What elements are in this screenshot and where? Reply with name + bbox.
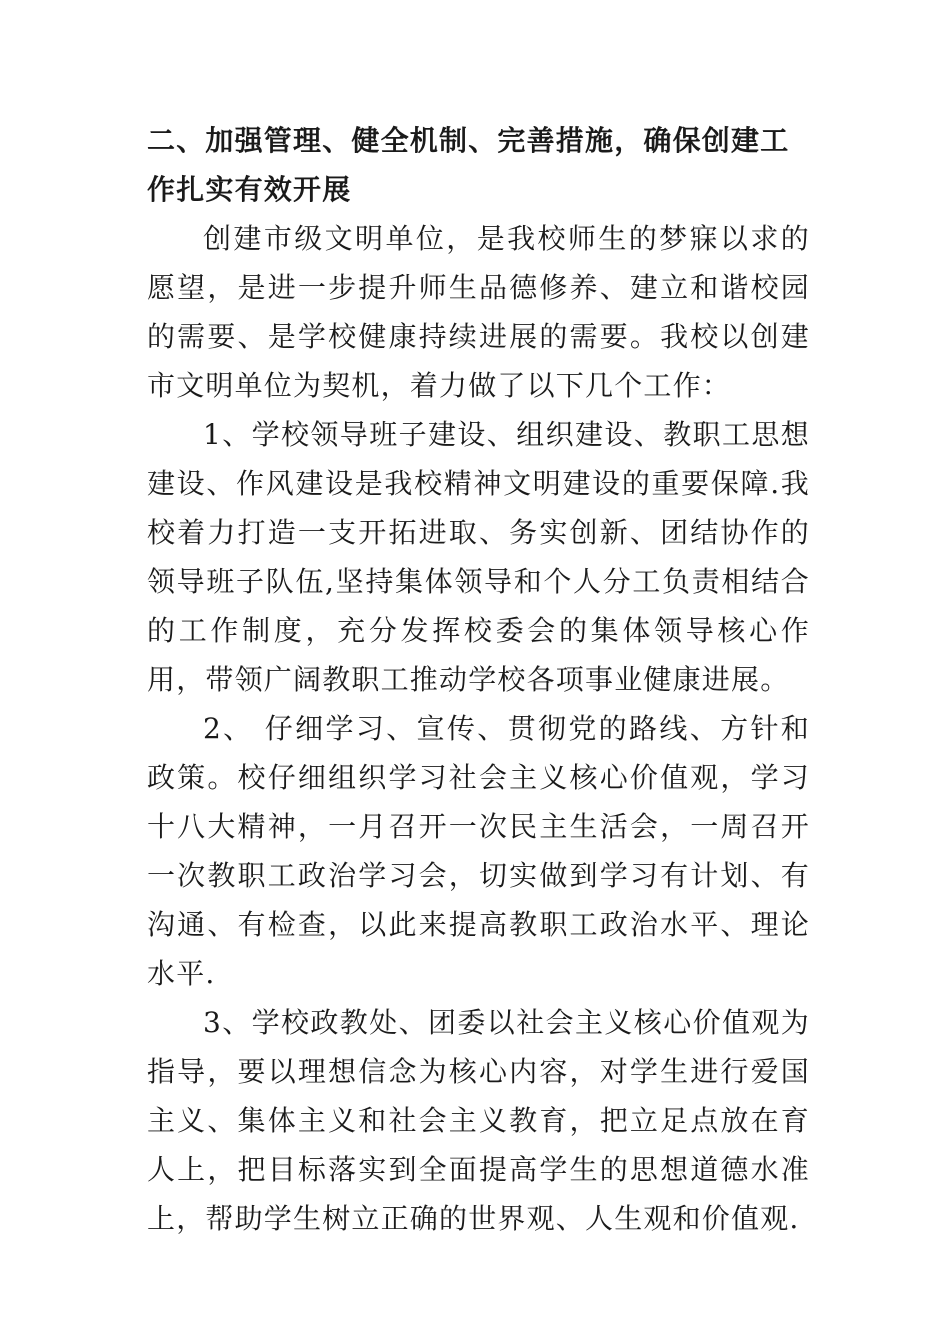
paragraph-item-2: 2、 仔细学习、宣传、贯彻党的路线、方针和政策。校仔细组织学习社会主义核心价值观，学习十八大精神，一月召开一次民主生活会，一周召开一次教职工政治学习会，切实做到学习有计划、有沟通、有检查，以此来提高教职工政治水平、理论水平. — [147, 712, 810, 990]
paragraph-item-3: 3、学校政教处、团委以社会主义核心价值观为指导，要以理想信念为核心内容，对学生进行爱国主义、集体主义和社会主义教育，把立足点放在育人上，把目标落实到全面提高学生的思想道德水准上，帮助学生树立正确的世界观、人生观和价值观. — [147, 1006, 810, 1235]
section-heading: 二、加强管理、健全机制、完善措施，确保创建工作扎实有效开展 — [147, 124, 790, 206]
paragraph-intro: 创建市级文明单位，是我校师生的梦寐以求的愿望，是进一步提升师生品德修养、建立和谐校园的需要、是学校健康持续进展的需要。我校以创建市文明单位为契机，着力做了以下几个工作： — [147, 222, 810, 402]
document-page — [147, 116, 810, 1243]
paragraph-item-1: 1、学校领导班子建设、组织建设、教职工思想建设、作风建设是我校精神文明建设的重要保障.我校着力打造一支开拓进取、务实创新、团结协作的领导班子队伍,坚持集体领导和个人分工负责相结合的工作制度，充分发挥校委会的集体领导核心作用，带领广阔教职工推动学校各项事业健康进展。 — [147, 418, 810, 696]
